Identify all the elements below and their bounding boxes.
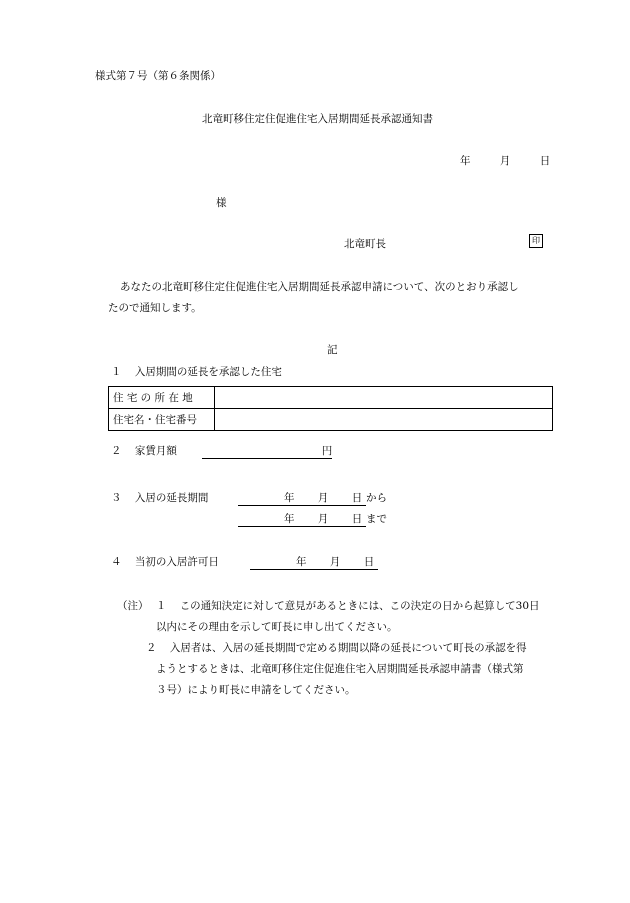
note-1-num: １ — [155, 600, 167, 612]
note-2-line-1 — [146, 640, 527, 655]
body-line-2: たので通知します。 — [108, 302, 202, 314]
extension-from-date-field[interactable] — [238, 490, 366, 506]
form-number: 様式第７号（第６条関係） — [95, 70, 221, 82]
section1-num: １ — [111, 366, 122, 378]
note-2-line-2: ようとするときは、北竜町移住定住促進住宅入居期間延長承認申請書（様式第 — [156, 663, 524, 675]
document-title: 北竜町移住定住促進住宅入居期間延長承認通知書 — [202, 113, 433, 125]
note-1-line-1 — [117, 598, 540, 613]
permit-day: 日 — [363, 556, 375, 568]
section4-label: 当初の入居許可日 — [134, 556, 219, 568]
section1-label: 入居期間の延長を承認した住宅 — [134, 366, 282, 378]
date-month: 月 — [499, 155, 511, 167]
note-1-line-2: 以内にその理由を示して町長に申し出てください。 — [156, 621, 398, 633]
from-year: 年 — [284, 492, 295, 504]
from-month: 月 — [317, 492, 329, 504]
to-day: 日 — [351, 513, 363, 525]
recipient-suffix: 様 — [216, 197, 227, 209]
issuer-name: 北竜町長 — [344, 238, 386, 250]
to-suffix: まで — [366, 513, 387, 525]
to-month: 月 — [317, 513, 329, 525]
seal-mark — [529, 234, 543, 248]
address-table — [108, 386, 553, 431]
section1-heading — [111, 364, 282, 379]
note-2-text: 入居者は、入居の延長期間で定める期間以降の延長について町長の承認を得 — [169, 642, 527, 654]
note-2-line-3: ３号）により町長に申請をしてください。 — [156, 684, 356, 696]
table-row — [109, 387, 553, 409]
extension-to — [238, 511, 387, 527]
extension-from — [238, 490, 387, 506]
rent-unit: 円 — [321, 445, 333, 457]
initial-permit-date-field[interactable] — [250, 554, 378, 570]
note-2-num: ２ — [146, 642, 157, 654]
section3-num: ３ — [111, 492, 122, 504]
note-1-text: この通知決定に対して意見があるときには、この決定の日から起算して30日 — [179, 600, 540, 612]
date-day: 日 — [539, 155, 551, 167]
from-suffix: から — [366, 492, 387, 504]
notes-prefix: （注） — [117, 600, 149, 612]
section4-line — [111, 554, 219, 569]
section2-label: 家賃月額 — [134, 445, 177, 457]
ki-heading: 記 — [327, 344, 338, 356]
extension-to-date-field[interactable] — [238, 511, 366, 527]
initial-permit-date — [250, 554, 378, 570]
address-value[interactable] — [215, 387, 553, 409]
body-line-1: あなたの北竜町移住定住促進住宅入居期間延長承認申請について、次のとおり承認し — [120, 281, 519, 293]
house-name-label: 住宅名・住宅番号 — [109, 409, 215, 431]
rent-amount-field[interactable] — [202, 443, 332, 459]
date-line — [460, 153, 550, 168]
date-year: 年 — [460, 155, 471, 167]
section2-line — [111, 443, 332, 459]
address-label: 住 宅 の 所 在 地 — [109, 387, 215, 409]
table-row — [109, 409, 553, 431]
seal-label: 印 — [532, 236, 540, 245]
section3-label: 入居の延長期間 — [134, 492, 209, 504]
to-year: 年 — [284, 513, 295, 525]
house-name-value[interactable] — [215, 409, 553, 431]
permit-month: 月 — [329, 556, 341, 568]
section2-num: ２ — [111, 445, 122, 457]
section4-num: ４ — [111, 556, 122, 568]
permit-year: 年 — [296, 556, 307, 568]
from-day: 日 — [351, 492, 363, 504]
section3-line — [111, 490, 208, 505]
